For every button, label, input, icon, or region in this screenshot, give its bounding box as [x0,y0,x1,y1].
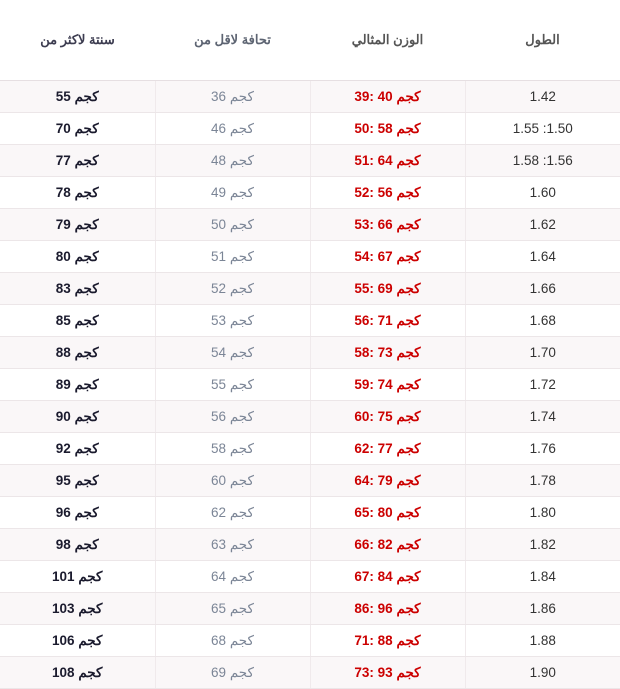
table-row [0,657,620,689]
cell-height: 1.90 [465,657,620,689]
table-row [0,241,620,273]
table-body [0,81,620,689]
cell-height: 1.60 [465,177,620,209]
table-row [0,305,620,337]
cell-underweight: كجم 56 [155,401,310,433]
cell-overweight: كجم 70 [0,113,155,145]
cell-underweight: كجم 69 [155,657,310,689]
cell-underweight: كجم 65 [155,593,310,625]
cell-overweight: كجم 79 [0,209,155,241]
cell-overweight: كجم 92 [0,433,155,465]
table-row [0,337,620,369]
cell-overweight: كجم 89 [0,369,155,401]
cell-ideal-weight: كجم 69 :55 [310,273,465,305]
cell-underweight: كجم 36 [155,81,310,113]
cell-underweight: كجم 63 [155,529,310,561]
table-header-row [0,0,620,81]
cell-underweight: كجم 48 [155,145,310,177]
cell-height: 1.80 [465,497,620,529]
column-header-overweight: سنتة لاكثر من [0,0,155,81]
table-row [0,209,620,241]
table-row [0,273,620,305]
cell-height: 1.82 [465,529,620,561]
cell-underweight: كجم 51 [155,241,310,273]
cell-ideal-weight: كجم 88 :71 [310,625,465,657]
cell-height: 1.66 [465,273,620,305]
cell-height: 1.88 [465,625,620,657]
column-header-underweight: تحافة لاقل من [155,0,310,81]
table-row [0,465,620,497]
cell-height: 1.64 [465,241,620,273]
cell-overweight: كجم 103 [0,593,155,625]
cell-underweight: كجم 62 [155,497,310,529]
cell-ideal-weight: كجم 75 :60 [310,401,465,433]
table-row [0,625,620,657]
cell-underweight: كجم 46 [155,113,310,145]
cell-ideal-weight: كجم 80 :65 [310,497,465,529]
table-row [0,113,620,145]
table-row [0,593,620,625]
cell-overweight: كجم 90 [0,401,155,433]
cell-height: 1.62 [465,209,620,241]
cell-overweight: كجم 88 [0,337,155,369]
table-row [0,177,620,209]
cell-overweight: كجم 55 [0,81,155,113]
cell-ideal-weight: كجم 40 :39 [310,81,465,113]
cell-height: 1.70 [465,337,620,369]
cell-height: 1.78 [465,465,620,497]
cell-height: 1.74 [465,401,620,433]
cell-underweight: كجم 50 [155,209,310,241]
cell-overweight: كجم 96 [0,497,155,529]
cell-height: 1.50: 1.55 [465,113,620,145]
cell-ideal-weight: كجم 77 :62 [310,433,465,465]
table-row [0,497,620,529]
table-row [0,401,620,433]
cell-overweight: كجم 98 [0,529,155,561]
cell-ideal-weight: كجم 58 :50 [310,113,465,145]
cell-overweight: كجم 108 [0,657,155,689]
cell-overweight: كجم 95 [0,465,155,497]
cell-ideal-weight: كجم 82 :66 [310,529,465,561]
cell-ideal-weight: كجم 84 :67 [310,561,465,593]
cell-ideal-weight: كجم 66 :53 [310,209,465,241]
cell-ideal-weight: كجم 71 :56 [310,305,465,337]
cell-ideal-weight: كجم 73 :58 [310,337,465,369]
cell-overweight: كجم 101 [0,561,155,593]
cell-height: 1.68 [465,305,620,337]
table-header [0,0,620,81]
cell-height: 1.42 [465,81,620,113]
table-row [0,145,620,177]
table-row [0,561,620,593]
cell-underweight: كجم 49 [155,177,310,209]
cell-overweight: كجم 106 [0,625,155,657]
cell-height: 1.76 [465,433,620,465]
cell-ideal-weight: كجم 74 :59 [310,369,465,401]
column-header-height: الطول [465,0,620,81]
cell-underweight: كجم 52 [155,273,310,305]
cell-underweight: كجم 68 [155,625,310,657]
cell-overweight: كجم 85 [0,305,155,337]
cell-underweight: كجم 64 [155,561,310,593]
table-row [0,81,620,113]
cell-height: 1.72 [465,369,620,401]
cell-height: 1.84 [465,561,620,593]
cell-underweight: كجم 60 [155,465,310,497]
table-row [0,529,620,561]
cell-underweight: كجم 53 [155,305,310,337]
cell-ideal-weight: كجم 64 :51 [310,145,465,177]
column-header-ideal-weight: الوزن المثالي [310,0,465,81]
cell-underweight: كجم 54 [155,337,310,369]
cell-ideal-weight: كجم 67 :54 [310,241,465,273]
cell-height: 1.56: 1.58 [465,145,620,177]
cell-overweight: كجم 83 [0,273,155,305]
table-row [0,369,620,401]
table-row [0,433,620,465]
cell-ideal-weight: كجم 93 :73 [310,657,465,689]
cell-overweight: كجم 80 [0,241,155,273]
cell-ideal-weight: كجم 96 :86 [310,593,465,625]
cell-height: 1.86 [465,593,620,625]
cell-underweight: كجم 55 [155,369,310,401]
cell-overweight: كجم 77 [0,145,155,177]
cell-ideal-weight: كجم 56 :52 [310,177,465,209]
cell-overweight: كجم 78 [0,177,155,209]
cell-underweight: كجم 58 [155,433,310,465]
cell-ideal-weight: كجم 79 :64 [310,465,465,497]
